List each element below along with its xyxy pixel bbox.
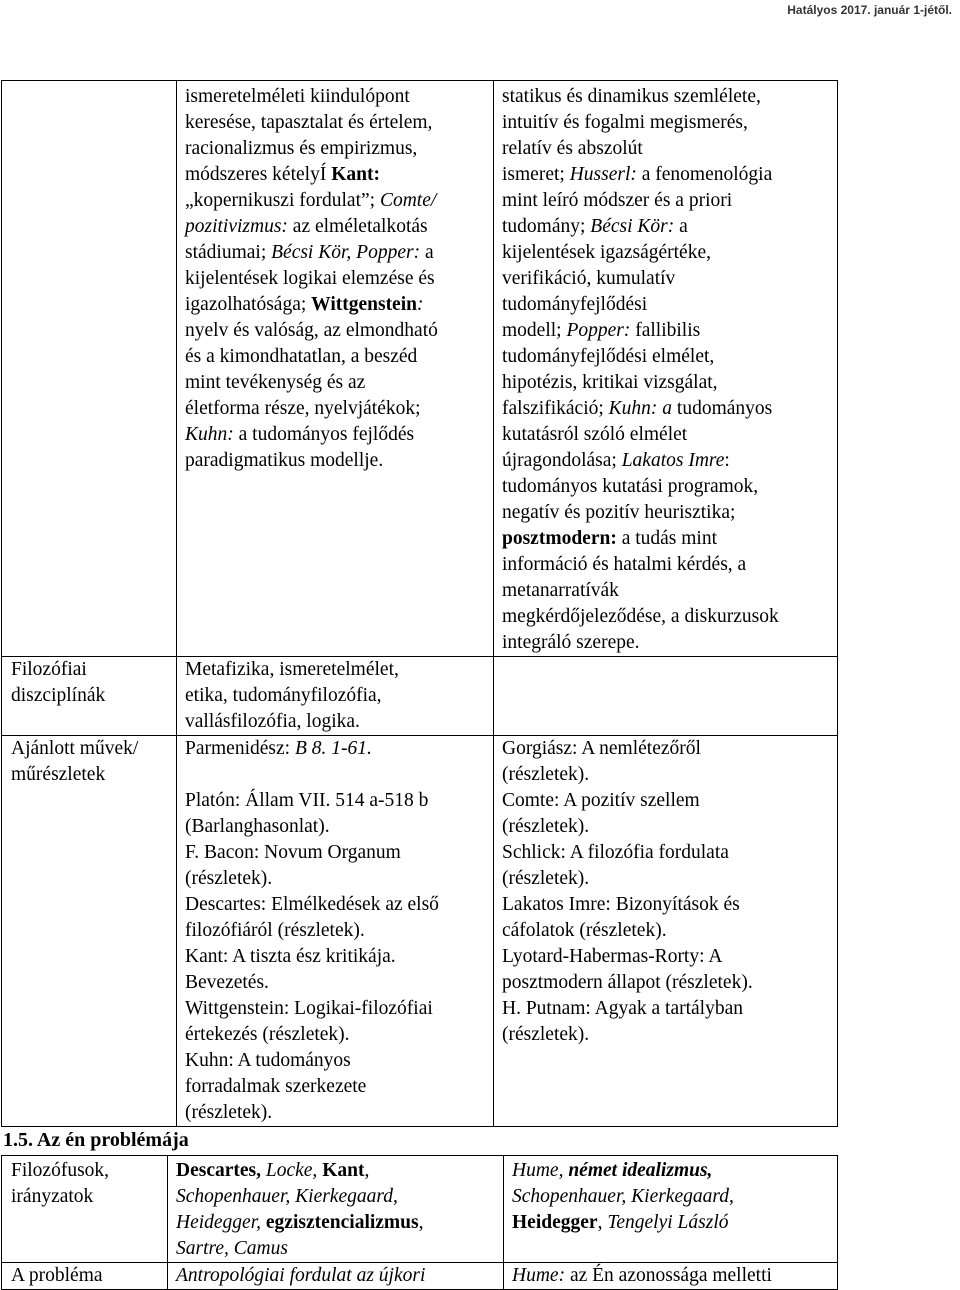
- text-segment: újragondolása;: [502, 450, 622, 471]
- text-segment: életforma része, nyelvjátékok;: [185, 398, 421, 419]
- text-line: [185, 188, 489, 214]
- text-segment: B 8. 1-61.: [294, 738, 372, 759]
- text-segment: statikus és dinamikus szemlélete,: [502, 86, 761, 107]
- text-segment: Comte/: [379, 190, 437, 211]
- text-segment: Locke,: [265, 1160, 318, 1181]
- text-segment: ismeret;: [502, 164, 570, 185]
- text-line: diszciplínák: [11, 685, 106, 706]
- text-segment: tudományos: [672, 398, 773, 419]
- text-line: [502, 84, 833, 110]
- text-line: [185, 814, 489, 840]
- text-segment: Husserl:: [569, 164, 637, 185]
- text-segment: Wittgenstein: [311, 294, 417, 315]
- text-segment: az Én azonossága melletti: [565, 1265, 772, 1286]
- text-segment: Sartre, Camus: [176, 1238, 288, 1259]
- text-segment: tudományos kutatási programok,: [502, 476, 759, 497]
- text-line: [185, 240, 489, 266]
- text-line: [502, 866, 833, 892]
- text-segment: ,: [597, 1212, 608, 1233]
- text-line: [185, 866, 489, 892]
- text-line: [185, 944, 489, 970]
- text-segment: Heidegger,: [176, 1212, 262, 1233]
- text-segment: :: [416, 294, 424, 315]
- text-segment: Wittgenstein: Logikai-filozófiai: [185, 998, 433, 1019]
- text-line: [502, 422, 833, 448]
- text-segment: az elméletalkotás: [287, 216, 428, 237]
- text-line: [502, 396, 833, 422]
- table-row-disciplines: [2, 657, 838, 736]
- text-segment: relatív és abszolút: [502, 138, 643, 159]
- text-line: [185, 84, 489, 110]
- text-line: [185, 840, 489, 866]
- text-segment: a fenomenológia: [636, 164, 773, 185]
- text-segment: ,: [418, 1212, 424, 1233]
- text-segment: Lyotard-Habermas-Rorty: A: [502, 946, 723, 967]
- works-list-col2: [177, 736, 494, 1127]
- text-segment: (részletek).: [185, 1102, 273, 1123]
- text-segment: keresése, tapasztalat és értelem,: [185, 112, 433, 133]
- text-line: etika, tudományfilozófia,: [185, 685, 382, 706]
- text-segment: posztmodern:: [502, 528, 617, 549]
- text-line: [185, 970, 489, 996]
- text-segment: tudomány;: [502, 216, 591, 237]
- text-line: [502, 344, 833, 370]
- text-segment: Popper:: [566, 320, 631, 341]
- text-segment: egzisztencializmus: [265, 1212, 419, 1233]
- table-row-problem: [2, 1263, 838, 1290]
- text-line: [502, 292, 833, 318]
- text-line: [502, 370, 833, 396]
- text-segment: Kant: A tiszta ész kritikája.: [185, 946, 396, 967]
- text-line: [502, 996, 833, 1022]
- text-line: [185, 892, 489, 918]
- text-segment: ismeretelméleti kiindulópont: [185, 86, 410, 107]
- table-row-philosophers: [2, 1156, 838, 1263]
- text-line: Ajánlott művek/: [11, 738, 139, 759]
- text-segment: tudományfejlődési elmélet,: [502, 346, 715, 367]
- text-segment: :: [724, 450, 730, 471]
- text-segment: integráló szerepe.: [502, 632, 640, 653]
- text-line: [502, 604, 833, 630]
- text-line: [185, 918, 489, 944]
- text-segment: racionalizmus és empirizmus,: [185, 138, 418, 159]
- text-segment: Descartes: Elmélkedések az első: [185, 894, 439, 915]
- text-segment: Antropológiai fordulat az újkori: [176, 1265, 426, 1286]
- text-line: [185, 370, 489, 396]
- text-line: [185, 292, 489, 318]
- text-line: [502, 892, 833, 918]
- disciplines-label: [2, 657, 177, 736]
- text-segment: Hume:: [512, 1265, 566, 1286]
- text-segment: Platón: Állam VII. 514 a-518 b: [185, 790, 429, 811]
- text-line: [502, 240, 833, 266]
- text-line: [176, 1210, 499, 1236]
- self-problem-table: [1, 1155, 838, 1290]
- text-segment: verifikáció, kumulatív: [502, 268, 676, 289]
- text-segment: Kuhn: a: [608, 398, 673, 419]
- validity-header: Hatályos 2017. január 1-jétől.: [787, 3, 952, 17]
- text-segment: Lakatos Imre: Bizonyítások és: [502, 894, 740, 915]
- text-segment: hipotézis, kritikai vizsgálat,: [502, 372, 718, 393]
- text-line: [502, 736, 833, 762]
- text-segment: Gorgiász: A nemlétezőről: [502, 738, 701, 759]
- problem-col3: [504, 1263, 838, 1290]
- text-segment: cáfolatok (részletek).: [502, 920, 667, 941]
- text-line: [502, 840, 833, 866]
- text-line: [185, 1048, 489, 1074]
- text-line: vallásfilozófia, logika.: [185, 711, 360, 732]
- text-line: [502, 266, 833, 292]
- text-segment: pozitivizmus:: [185, 216, 288, 237]
- text-line: Filozófiai: [11, 659, 87, 680]
- text-line: [185, 136, 489, 162]
- text-segment: metanarratívák: [502, 580, 619, 601]
- table-row-intro: [2, 81, 838, 657]
- text-line: [185, 1022, 489, 1048]
- text-segment: modell;: [502, 320, 567, 341]
- text-line: [185, 214, 489, 240]
- text-segment: Lakatos Imre: [621, 450, 725, 471]
- text-line: [502, 448, 833, 474]
- text-segment: (részletek).: [502, 816, 590, 837]
- text-line: Filozófusok,: [11, 1160, 110, 1181]
- text-segment: F. Bacon: Novum Organum: [185, 842, 401, 863]
- text-line: [502, 526, 833, 552]
- text-segment: Comte: A pozitív szellem: [502, 790, 700, 811]
- text-line: [502, 500, 833, 526]
- text-segment: Hume,: [512, 1160, 564, 1181]
- text-segment: Bécsi Kör, Popper:: [271, 242, 421, 263]
- text-segment: Kant:: [331, 164, 380, 185]
- line-gap: [185, 762, 489, 788]
- text-line: [502, 788, 833, 814]
- text-segment: Kuhn: A tudományos: [185, 1050, 351, 1071]
- text-segment: filozófiáról (részletek).: [185, 920, 365, 941]
- text-line: [512, 1263, 833, 1289]
- text-segment: értekezés (részletek).: [185, 1024, 350, 1045]
- text-segment: Schopenhauer, Kierkegaard,: [176, 1186, 398, 1207]
- text-line: A probléma: [11, 1265, 103, 1286]
- text-segment: falszifikáció;: [502, 398, 609, 419]
- text-segment: negatív és pozitív heurisztika;: [502, 502, 736, 523]
- text-line: [185, 422, 489, 448]
- text-line: Metafizika, ismeretelmélet,: [185, 659, 399, 680]
- text-line: irányzatok: [11, 1186, 94, 1207]
- text-line: [502, 762, 833, 788]
- text-segment: intuitív és fogalmi megismerés,: [502, 112, 748, 133]
- text-line: [185, 266, 489, 292]
- text-line: [502, 214, 833, 240]
- text-segment: a: [674, 216, 688, 237]
- text-segment: információ és hatalmi kérdés, a: [502, 554, 747, 575]
- text-segment: Bevezetés.: [185, 972, 269, 993]
- text-segment: stádiumai;: [185, 242, 272, 263]
- text-segment: kijelentések igazságértéke,: [502, 242, 711, 263]
- text-line: [502, 318, 833, 344]
- text-line: [502, 552, 833, 578]
- text-segment: mint tevékenység és az: [185, 372, 366, 393]
- text-line: [502, 578, 833, 604]
- text-segment: (részletek).: [502, 764, 590, 785]
- disciplines-content: [177, 657, 494, 736]
- text-segment: H. Putnam: Agyak a tartályban: [502, 998, 743, 1019]
- text-line: [185, 788, 489, 814]
- text-line: [185, 162, 489, 188]
- text-segment: megkérdőjeleződése, a diskurzusok: [502, 606, 779, 627]
- text-segment: a tudás mint: [616, 528, 718, 549]
- text-line: [185, 1100, 489, 1126]
- text-line: [502, 918, 833, 944]
- text-segment: Parmenidész:: [185, 738, 295, 759]
- text-segment: igazolhatósága;: [185, 294, 312, 315]
- text-segment: Bécsi Kör:: [590, 216, 675, 237]
- text-segment: nyelv és valóság, az elmondható: [185, 320, 438, 341]
- text-segment: Schopenhauer, Kierkegaard,: [512, 1186, 734, 1207]
- text-segment: Kant: [322, 1160, 365, 1181]
- text-line: [185, 110, 489, 136]
- text-line: [185, 396, 489, 422]
- text-segment: (Barlanghasonlat).: [185, 816, 330, 837]
- table-row-works: [2, 736, 838, 1127]
- text-segment: Tengelyi László: [607, 1212, 729, 1233]
- text-segment: Schlick: A filozófia fordulata: [502, 842, 729, 863]
- text-segment: és a kimondhatatlan, a beszéd: [185, 346, 418, 367]
- text-segment: módszeres kételyÍ: [185, 164, 332, 185]
- text-segment: kijelentések logikai elemzése és: [185, 268, 435, 289]
- text-segment: paradigmatikus modellje.: [185, 450, 384, 471]
- text-segment: tudományfejlődési: [502, 294, 648, 315]
- philosophers-label: [2, 1156, 168, 1263]
- philosophers-col3: [504, 1156, 838, 1263]
- text-segment: fallibilis: [630, 320, 701, 341]
- text-segment: mint leíró módszer és a priori: [502, 190, 733, 211]
- text-line: [502, 188, 833, 214]
- text-line: műrészletek: [11, 764, 106, 785]
- text-line: [502, 162, 833, 188]
- disciplines-empty-cell: [494, 657, 838, 736]
- philosophers-col2: [168, 1156, 504, 1263]
- text-line: [176, 1158, 499, 1184]
- section-title: 1.5. Az én problémája: [3, 1129, 189, 1151]
- text-segment: (részletek).: [502, 868, 590, 889]
- text-segment: (részletek).: [502, 1024, 590, 1045]
- text-segment: forradalmak szerkezete: [185, 1076, 367, 1097]
- text-line: [502, 474, 833, 500]
- text-segment: Heidegger: [512, 1212, 598, 1233]
- text-segment: „kopernikuszi fordulat”;: [185, 190, 380, 211]
- works-list-col3: [494, 736, 838, 1127]
- text-line: [502, 970, 833, 996]
- text-line: [185, 1074, 489, 1100]
- intro-label-cell: [2, 81, 177, 657]
- text-line: [512, 1210, 833, 1236]
- text-line: [502, 814, 833, 840]
- text-line: [185, 318, 489, 344]
- works-label: [2, 736, 177, 1127]
- text-line: [502, 110, 833, 136]
- problem-label: [2, 1263, 168, 1290]
- text-segment: (részletek).: [185, 868, 273, 889]
- text-segment: Descartes,: [176, 1160, 261, 1181]
- text-segment: Kuhn:: [185, 424, 234, 445]
- problem-col2: [168, 1263, 504, 1290]
- text-line: [185, 448, 489, 474]
- text-segment: német idealizmus,: [568, 1160, 713, 1181]
- text-line: [512, 1158, 833, 1184]
- text-line: [502, 944, 833, 970]
- text-segment: a: [420, 242, 434, 263]
- text-segment: posztmodern állapot (részletek).: [502, 972, 753, 993]
- text-line: [176, 1236, 499, 1262]
- text-line: [185, 996, 489, 1022]
- intro-content-col3: [494, 81, 838, 657]
- text-line: [185, 736, 489, 762]
- text-line: [176, 1263, 499, 1289]
- curriculum-table: [1, 80, 838, 1127]
- text-line: [502, 1022, 833, 1048]
- text-line: [176, 1184, 499, 1210]
- text-segment: a tudományos fejlődés: [233, 424, 415, 445]
- text-line: [512, 1184, 833, 1210]
- text-line: [502, 136, 833, 162]
- text-line: [502, 630, 833, 656]
- text-segment: ,: [364, 1160, 370, 1181]
- text-segment: kutatásról szóló elmélet: [502, 424, 688, 445]
- intro-content-col2: [177, 81, 494, 657]
- text-line: [185, 344, 489, 370]
